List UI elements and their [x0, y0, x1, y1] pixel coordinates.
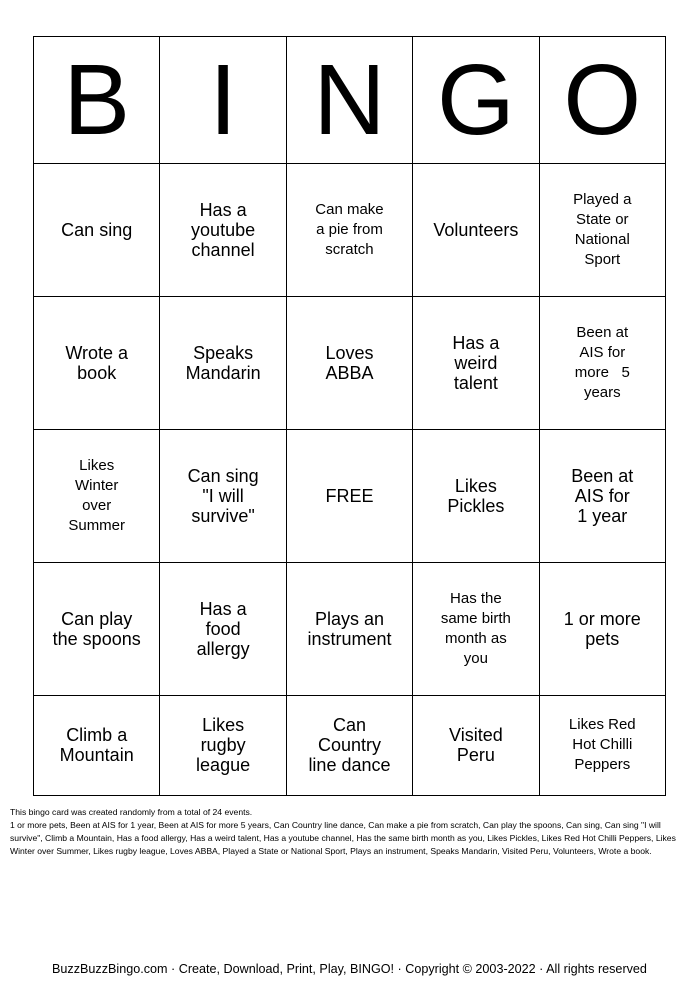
cell-text-line: Has a — [199, 199, 247, 220]
cell-text-line: survive" — [191, 505, 255, 526]
cell-text-line: AIS for — [574, 485, 630, 506]
site-footer: BuzzBuzzBingo.com · Create, Download, Print, Play, BINGO! · Copyright © 2003-2022 · All rights reserved — [52, 962, 647, 976]
cell-text-line: Winter — [75, 476, 119, 494]
cell-text-line: Wrote a — [65, 342, 129, 363]
bingo-cell — [286, 296, 412, 429]
cell-text-line: Climb a — [66, 725, 128, 746]
bingo-cell — [413, 164, 539, 297]
cell-text-line: 1 year — [577, 505, 628, 526]
cell-text-line: Can make — [315, 200, 384, 218]
cell-text-line: Mandarin — [185, 362, 261, 383]
cell-text-line: National — [574, 230, 630, 248]
cell-text-line: Can play — [61, 608, 133, 629]
bingo-cell — [413, 695, 539, 795]
cell-text-line: over — [82, 496, 112, 514]
cell-text-line: Can sing — [61, 219, 133, 240]
cell-text-line: Has a — [452, 332, 500, 353]
cell-text-line: AIS for — [579, 343, 626, 361]
cell-text-line: Can — [332, 715, 366, 736]
cell-text-line: book — [77, 362, 117, 383]
cell-text-line: youtube — [191, 219, 256, 240]
cell-text-line: years — [583, 383, 621, 401]
cell-text-line: allergy — [196, 638, 250, 659]
bingo-cell — [413, 429, 539, 562]
bingo-grid — [34, 164, 666, 796]
cell-text-line: Has the — [450, 589, 502, 607]
cell-text-line: channel — [191, 239, 255, 260]
cell-text-line: Speaks — [193, 342, 254, 363]
bingo-cell — [160, 296, 286, 429]
cell-text-line: same birth — [440, 609, 511, 627]
bingo-row — [34, 695, 666, 795]
bingo-cell — [539, 695, 665, 795]
bingo-cell — [34, 562, 160, 695]
bingo-row — [34, 562, 666, 695]
cell-text-line: Been at — [576, 323, 629, 341]
cell-text-line: Likes — [79, 456, 115, 474]
cell-text-line: instrument — [307, 628, 392, 649]
cell-text-line: line dance — [308, 755, 391, 776]
header-letter-g: G — [413, 37, 539, 164]
header-letter-o: O — [539, 37, 665, 164]
bingo-cell — [286, 695, 412, 795]
bingo-row — [34, 164, 666, 297]
cell-text-line: Pickles — [447, 495, 505, 516]
bingo-cell — [34, 695, 160, 795]
cell-text-line: Country — [317, 735, 381, 756]
cell-text-line: the spoons — [52, 628, 141, 649]
cell-text-line: Played a — [573, 190, 632, 208]
cell-text-line: Visited — [449, 725, 503, 746]
cell-text-line: Loves — [325, 342, 374, 363]
bingo-cell — [34, 429, 160, 562]
bingo-cell — [539, 164, 665, 297]
bingo-cell — [160, 429, 286, 562]
bingo-cell — [539, 429, 665, 562]
cell-text-line: Has a — [199, 598, 247, 619]
cell-text-line: Hot Chilli — [572, 736, 633, 754]
free-space-cell — [286, 429, 412, 562]
bingo-card — [33, 36, 666, 796]
cell-text-line: rugby — [200, 735, 246, 756]
bingo-cell — [160, 695, 286, 795]
note-event-list: 1 or more pets, Been at AIS for 1 year, Been at AIS for more 5 years, Can Country line dance, Can make a pie from scratch, Can play the spoons, Can sing, Can sing "I will survive", Climb a Mountain, Has a food allergy, Has a weird talent, Has a youtube channel, Has the same birth month as you, Likes Pickles, Likes Red Hot Chilli Peppers, Likes Winter over Summer, Likes rugby league, Loves ABBA, Played a State or National Sport, Plays an instrument, Speaks Mandarin, Visited Peru, Volunteers, Wrote a book. — [10, 820, 676, 856]
cell-text-line: Likes — [202, 715, 245, 736]
cell-text-line: Likes Red — [568, 716, 636, 734]
cell-text-line: Peppers — [574, 756, 631, 774]
cell-text-line: FREE — [325, 485, 374, 506]
cell-text-line: you — [463, 649, 488, 667]
cell-text-line: State or — [576, 210, 629, 228]
cell-text-line: pets — [585, 628, 620, 649]
bingo-row — [34, 429, 666, 562]
bingo-cell — [34, 296, 160, 429]
bingo-cell — [413, 562, 539, 695]
cell-text-line: scratch — [325, 240, 374, 258]
cell-text-line: more 5 — [574, 363, 630, 381]
header-letter-b: B — [34, 37, 160, 164]
card-note — [10, 806, 690, 858]
cell-text-line: Volunteers — [433, 219, 519, 240]
bingo-row — [34, 296, 666, 429]
bingo-cell — [34, 164, 160, 297]
cell-text-line: Mountain — [59, 745, 134, 766]
cell-text-line: league — [196, 755, 251, 776]
cell-text-line: Sport — [584, 250, 621, 268]
cell-text-line: weird — [454, 352, 498, 373]
header-letter-n: N — [286, 37, 412, 164]
header-letter-i: I — [160, 37, 286, 164]
cell-text-line: Summer — [68, 516, 126, 534]
cell-text-line: talent — [453, 372, 498, 393]
cell-text-line: Likes — [454, 475, 497, 496]
cell-text-line: Plays an — [314, 608, 384, 629]
cell-text-line: "I will — [202, 485, 244, 506]
cell-text-line: 1 or more — [563, 608, 641, 629]
cell-text-line: Been at — [571, 465, 634, 486]
cell-text-line: Can sing — [187, 465, 259, 486]
bingo-cell — [539, 296, 665, 429]
cell-text-line: food — [205, 618, 241, 639]
bingo-cell — [160, 164, 286, 297]
bingo-cell — [413, 296, 539, 429]
cell-text-line: ABBA — [325, 362, 374, 383]
bingo-header-row — [34, 37, 666, 164]
cell-text-line: Peru — [456, 745, 495, 766]
cell-text-line: a pie from — [316, 220, 383, 238]
cell-text-line: month as — [445, 629, 507, 647]
bingo-cell — [286, 562, 412, 695]
note-intro: This bingo card was created randomly from a total of 24 events. — [10, 807, 253, 817]
bingo-cell — [539, 562, 665, 695]
bingo-cell — [286, 164, 412, 297]
bingo-cell — [160, 562, 286, 695]
